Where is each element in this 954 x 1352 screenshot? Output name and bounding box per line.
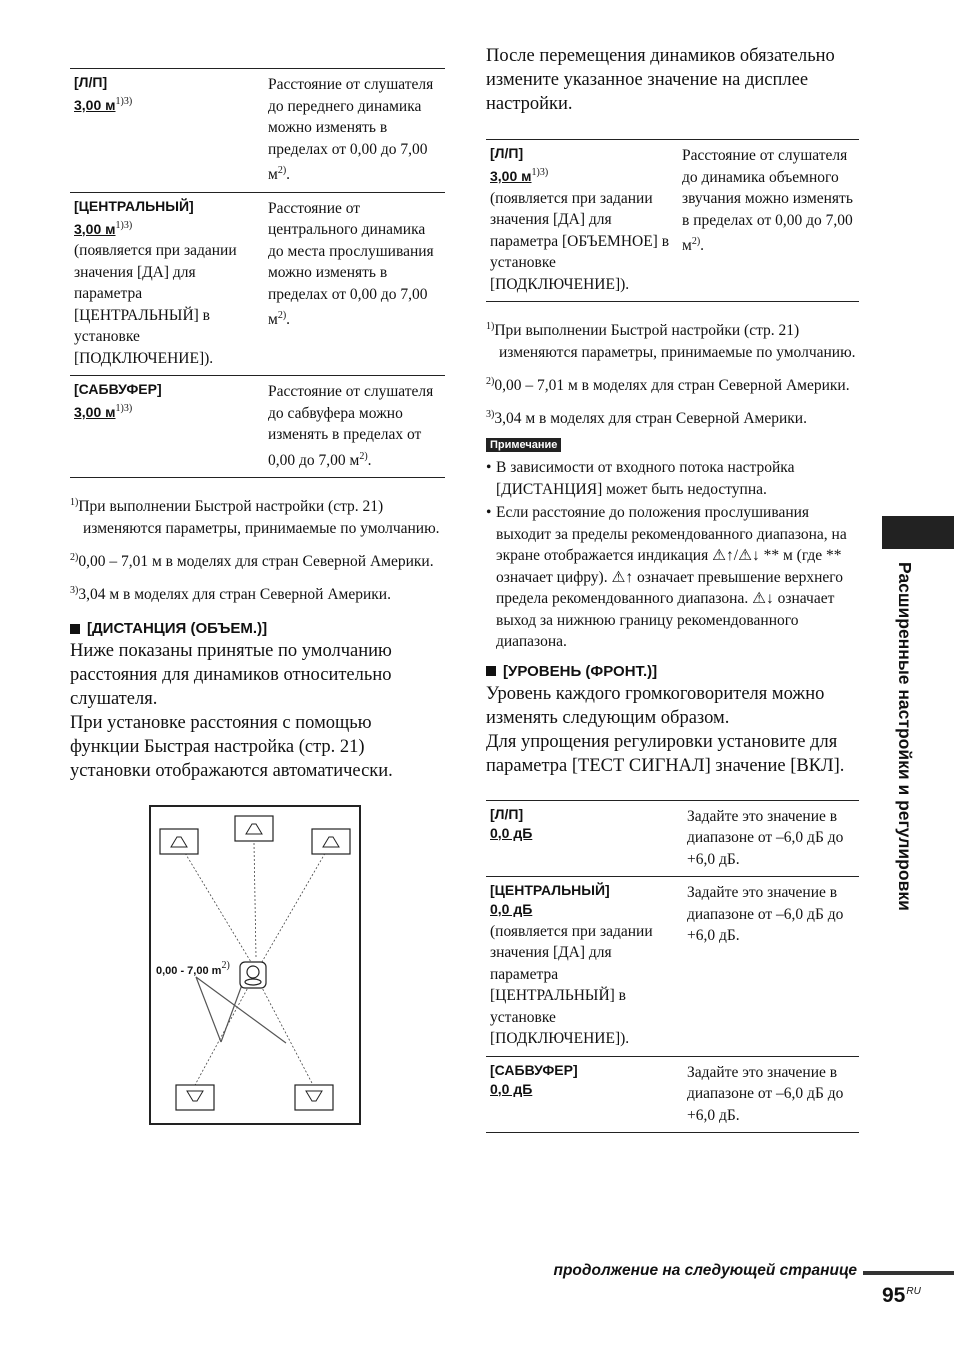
footnote-mark: 2) <box>486 376 495 387</box>
setting-default: 0,0 дБ <box>490 1080 533 1097</box>
bullet-square-icon <box>70 624 80 634</box>
bullet-square-icon <box>486 666 496 676</box>
warning-up-icon: ⚠↑ <box>611 568 634 586</box>
speaker-surround-left-icon <box>176 1085 214 1110</box>
setting-desc-cell <box>683 877 859 1057</box>
footnote <box>486 371 859 397</box>
notes-list <box>486 457 859 653</box>
setting-desc-cell: Расстояние от слушателя до переднего динамика можно изменять в пределах от 0,00 до 7,00 $м^{2)}$. <box>268 76 434 183</box>
footnote-mark: 3) <box>486 409 495 420</box>
setting-name-cell <box>486 800 683 877</box>
setting-desc-cell: Расстояние от центрального динамика до места прослушивания можно изменять в пределах от 0,00 до 7,00 $м^{2)}$. <box>264 192 445 376</box>
setting-name-cell <box>486 140 678 302</box>
footnote-mark: 3) <box>70 585 79 596</box>
paragraph: Уровень каждого громкоговорителя можно изменять следующим образом. <box>486 683 825 728</box>
footnote-text: 3,04 м в моделях для стран Северной Америки. <box>494 410 807 427</box>
footnote-mark: 2) <box>70 552 79 563</box>
setting-name: [ЦЕНТРАЛЬНЫЙ] <box>74 197 194 214</box>
footnote-mark: 1) <box>70 497 79 508</box>
section-heading-level: [УРОВЕНЬ (ФРОНТ.)] <box>486 663 859 680</box>
footnote-ref: 1)3) <box>115 403 133 414</box>
setting-description: Расстояние от слушателя до переднего динамика можно изменять в пределах от 0,00 до 7,00 м <box>268 76 434 183</box>
paragraph: Ниже показаны принятые по умолчанию расстояния для динамиков относительно слушателя. <box>70 641 392 709</box>
setting-name: [САБВУФЕР] <box>74 381 162 397</box>
setting-default: 0,0 дБ <box>490 824 533 841</box>
speaker-front-right-icon <box>312 829 350 854</box>
setting-name-cell <box>70 192 264 376</box>
setting-row <box>70 69 445 193</box>
setting-description: Расстояние от слушателя до динамика объемного звучания можно изменять в пределах от 0,00 до 7,00 м <box>682 147 853 254</box>
note-item: • Если расстояние до положения прослушивания выходит за пределы рекомендованного диапазона, на экране отображается индикация ⚠↑/⚠↓ ** м (где ** означает цифру). ⚠↑ означает превышение верхнего предела рекомендованного диапазона. ⚠↓ означает выход за нижнюю границу рекомендованного диапазона. <box>486 502 859 653</box>
setting-row <box>70 192 445 376</box>
intro-paragraph: После перемещения динамиков обязательно измените указанное значение на дисплее настройки. <box>486 46 835 114</box>
footnote <box>70 547 445 573</box>
footnote-ref: 2) <box>359 450 368 462</box>
footnote <box>486 316 859 364</box>
distance-range-label: 0,00 - 7,00 m2) <box>156 960 230 977</box>
setting-default: 0,0 дБ <box>490 901 533 917</box>
left-column <box>70 68 445 1125</box>
setting-row <box>486 1056 859 1133</box>
continued-note: продолжение на следующей странице <box>553 1262 857 1279</box>
paragraph: При установке расстояния с помощью функции Быстрая настройка (стр. 21) установки отображаются автоматически. <box>70 713 393 781</box>
level-table <box>486 800 859 1134</box>
setting-desc-cell: Расстояние от слушателя до динамика объемного звучания можно изменять в пределах от 0,00 до 7,00 $м^{2)}$. <box>682 147 853 254</box>
setting-condition: (появляется при задании значения [ДА] для параметра [ЦЕНТРАЛЬНЫЙ] в установке [ПОДКЛЮЧЕНИЕ]). <box>490 922 653 1047</box>
setting-name-cell <box>486 877 683 1057</box>
setting-description: Задайте это значение в диапазоне от –6,0 дБ до +6,0 дБ. <box>687 884 844 944</box>
setting-description: Расстояние от слушателя до сабвуфера можно изменять в пределах от 0,00 до 7,00 м <box>268 383 434 469</box>
setting-default: 3,00 м <box>74 404 116 420</box>
setting-name: [ЦЕНТРАЛЬНЫЙ] <box>490 882 610 898</box>
setting-default: 3,00 м <box>74 97 116 113</box>
setting-description: Расстояние от центрального динамика до места прослушивания можно изменять в пределах от 0,00 до 7,00 м <box>268 199 434 328</box>
setting-row <box>486 800 859 877</box>
note-badge: Примечание <box>486 438 561 452</box>
footnote-ref: 2) <box>277 310 287 321</box>
side-section-title: Расширенные настройки и регулировки <box>895 562 915 911</box>
setting-name-cell <box>486 1056 683 1133</box>
setting-name-cell <box>70 376 264 478</box>
footnote-text: При выполнении Быстрой настройки (стр. 21) изменяются параметры, принимаемые по умолчанию. <box>78 498 440 537</box>
setting-condition: (появляется при задании значения [ДА] для параметра [ЦЕНТРАЛЬНЫЙ] в установке [ПОДКЛЮЧЕНИЕ]). <box>74 242 237 367</box>
section-heading-distance: [ДИСТАНЦИЯ (ОБЪЕМ.)] <box>70 620 445 637</box>
setting-name: [Л/П] <box>490 805 524 822</box>
setting-desc-cell <box>683 800 859 877</box>
setting-row <box>70 376 445 478</box>
setting-description: Задайте это значение в диапазоне от –6,0 дБ до +6,0 дБ. <box>687 1063 844 1124</box>
page-number: $95^{RU}$ <box>882 1284 921 1307</box>
setting-desc-cell <box>683 1056 859 1133</box>
footnote-text: 0,00 – 7,01 м в моделях для стран Северной Америки. <box>494 377 850 394</box>
footnote <box>486 404 859 430</box>
listener-icon <box>240 962 266 988</box>
warning-up-icon: ⚠↑ <box>712 547 734 564</box>
left-footnotes <box>70 492 445 606</box>
footnote-ref: 2) <box>277 165 287 176</box>
speaker-center-icon <box>235 816 273 841</box>
footnote-mark: 1) <box>486 321 495 332</box>
setting-condition: (появляется при задании значения [ДА] для параметра [ОБЪЕМНОЕ] в установке [ПОДКЛЮЧЕНИЕ]). <box>490 189 670 293</box>
continued-bar <box>863 1271 954 1275</box>
setting-default: 3,00 м <box>74 220 116 237</box>
side-tab-marker <box>882 516 954 549</box>
setting-name: [Л/П] <box>74 74 108 90</box>
speaker-front-left-icon <box>160 829 198 854</box>
footnote-text: 0,00 – 7,01 м в моделях для стран Северной Америки. <box>78 553 434 570</box>
setting-description: Задайте это значение в диапазоне от –6,0 дБ до +6,0 дБ. <box>687 807 844 868</box>
speaker-surround-right-icon <box>295 1085 333 1110</box>
setting-name-cell <box>70 69 264 193</box>
footnote-ref: 1)3) <box>115 219 133 231</box>
footnote-ref: 1)3) <box>531 167 549 178</box>
speaker-layout-diagram <box>149 805 361 1125</box>
footnote <box>70 492 445 540</box>
footnote <box>70 580 445 606</box>
surround-distance-table <box>486 139 859 302</box>
setting-name: [Л/П] <box>490 145 524 161</box>
setting-desc-cell: Расстояние от слушателя до сабвуфера можно изменять в пределах от 0,00 до 7,00 $м^{2)}$. <box>264 376 445 478</box>
warning-down-icon: ⚠↓ <box>752 590 774 607</box>
setting-name: [САБВУФЕР] <box>490 1061 578 1078</box>
footnote-text: 3,04 м в моделях для стран Северной Америки. <box>78 586 391 603</box>
setting-row <box>486 877 859 1057</box>
setting-default: 3,00 м <box>490 168 532 184</box>
footnote-text: При выполнении Быстрой настройки (стр. 21) изменяются параметры, принимаемые по умолчанию. <box>494 322 856 361</box>
paragraph: Для упрощения регулировки установите для параметра [ТЕСТ СИГНАЛ] значение [ВКЛ]. <box>486 731 845 776</box>
footnote-ref: 1)3) <box>115 96 133 107</box>
setting-row <box>486 140 859 302</box>
footnote-ref: 2) <box>691 236 701 247</box>
right-column <box>486 44 859 1133</box>
right-footnotes <box>486 316 859 430</box>
distance-table <box>70 68 445 478</box>
note-item: • В зависимости от входного потока настройка [ДИСТАНЦИЯ] может быть недоступна. <box>486 457 859 500</box>
warning-down-icon: ⚠↓ <box>738 547 760 564</box>
